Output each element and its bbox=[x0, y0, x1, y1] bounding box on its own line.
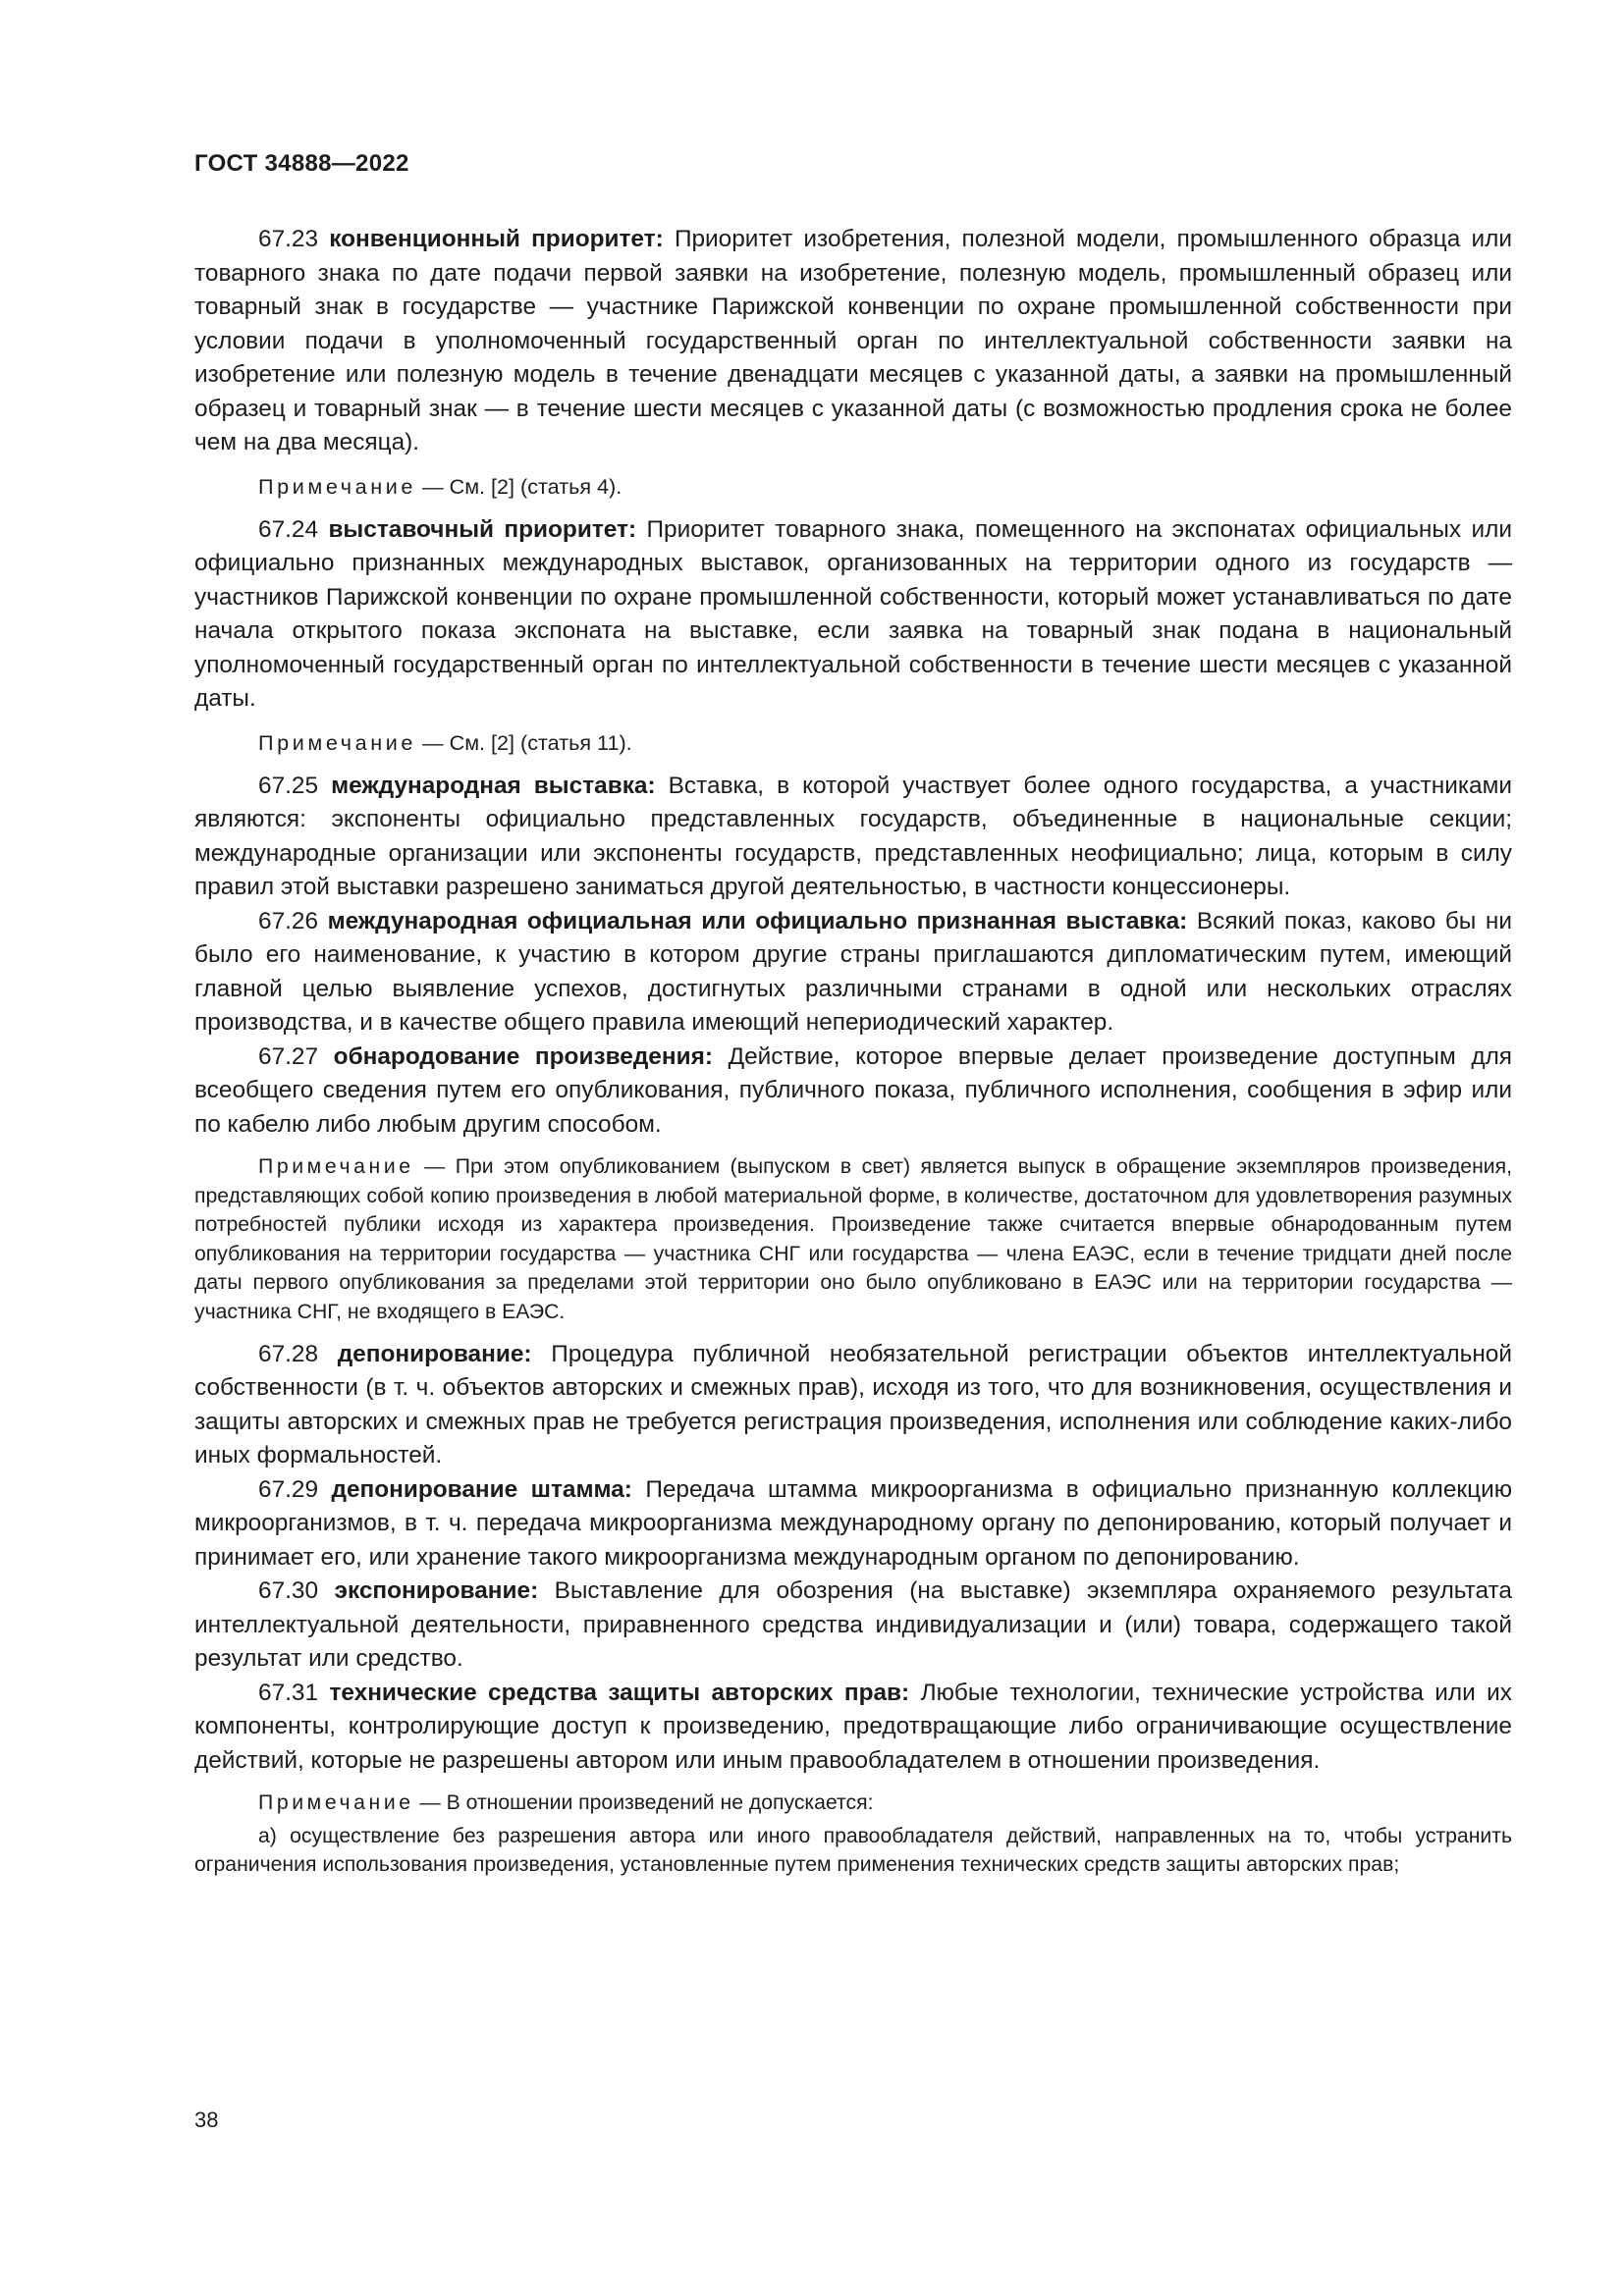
document-header: ГОСТ 34888—2022 bbox=[194, 150, 409, 177]
note-text: — См. [2] (статья 4). bbox=[422, 473, 623, 499]
term-entry-67-24 bbox=[194, 513, 1512, 717]
note-list-item: а) осуществление без разрешения автора или иного правообладателя действий, направленных на то, чтобы устранить ограничения использования произведения, установленные путем применения технических средств защиты авторских прав; bbox=[194, 1824, 1512, 1877]
term-entry-67-28 bbox=[194, 1338, 1512, 1473]
term-entry-67-30 bbox=[194, 1575, 1512, 1677]
term-entry-67-23 bbox=[194, 223, 1512, 460]
note-text: — При этом опубликованием (выпуском в свет) является выпуск в обращение экземпляров произведения, представляющих собой копию произведения в любой материальной форме, в количестве, достаточном для удовлетворения разумных потребностей публики исходя из характера произведения. Произведение также считается впервые обнародованным путем опубликования на территории государства — участника СНГ или государства — члена ЕАЭС, если в течение тридцати дней после даты первого опубликования за пределами этой территории оно было опубликовано в ЕАЭС или на территории государства — участника СНГ, не входящего в ЕАЭС. bbox=[194, 1155, 1512, 1323]
entry-number: 67.28 bbox=[258, 1340, 319, 1367]
note-text: — См. [2] (статья 11). bbox=[422, 729, 632, 755]
entry-number: 67.29 bbox=[258, 1475, 319, 1503]
entry-definition: Любые технологии, технические устройства или их компоненты, контролирующие доступ к произведению, предотвращающие либо ограничивающие осуществление действий, которые не разрешены автором или иным правообладателем в отношении произведения. bbox=[194, 1679, 1512, 1774]
entry-term: депонирование: bbox=[337, 1340, 532, 1367]
entry-definition: Всякий показ, каково бы ни было его наименование, к участию в котором другие страны приглашаются дипломатическим путем, имеющий главной целью выявление успехов, достигнутых различными странами в одной или нескольких отраслях производства, и в качестве общего правила имеющий непериодический характер. bbox=[194, 907, 1512, 1036]
entry-term: выставочный приоритет: bbox=[328, 515, 637, 543]
entry-term: конвенционный приоритет: bbox=[329, 226, 664, 252]
entry-number: 67.26 bbox=[258, 907, 319, 934]
note-67-31-item-a bbox=[194, 1822, 1512, 1880]
entry-number: 67.27 bbox=[258, 1042, 319, 1070]
entry-number: 67.24 bbox=[258, 515, 319, 543]
term-entry-67-27 bbox=[194, 1041, 1512, 1143]
entry-definition: Процедура публичной необязательной регистрации объектов интеллектуальной собственности (в т. ч. объектов авторских и смежных прав), исходя из того, что для возникновения, осуществления и защиты авторских и смежных прав не требуется регистрация произведения, исполнения или соблюдение каких-либо иных формальностей. bbox=[194, 1340, 1513, 1469]
note-label: Примечание bbox=[258, 473, 416, 499]
entry-term: обнародование произведения: bbox=[333, 1042, 713, 1070]
entry-definition: Действие, которое впервые делает произведение доступным для всеобщего сведения путем его опубликования, публичного показа, публичного исполнения, сообщения в эфир или по кабелю либо любым другим способом. bbox=[194, 1042, 1513, 1138]
entry-definition: Вставка, в которой участвует более одного государства, а участниками являются: экспоненты официально представленных государств, объединенные в национальные секции; международные организации или экспоненты государств, представленных неофициально; лица, которым в силу правил этой выставки разрешено заниматься другой деятельностью, в частности концессионеры. bbox=[194, 772, 1512, 900]
note-text: — В отношении произведений не допускается: bbox=[419, 1791, 874, 1815]
term-entry-67-31 bbox=[194, 1677, 1512, 1779]
entry-number: 67.25 bbox=[258, 772, 319, 799]
note-67-23 bbox=[194, 471, 1512, 503]
entry-term: международная выставка: bbox=[331, 772, 656, 799]
entry-term: технические средства защиты авторских прав: bbox=[329, 1679, 910, 1706]
note-67-24 bbox=[194, 727, 1512, 759]
note-label: Примечание bbox=[258, 729, 416, 755]
document-body bbox=[194, 223, 1512, 1880]
entry-number: 67.31 bbox=[258, 1679, 319, 1706]
entry-term: экспонирование: bbox=[334, 1577, 539, 1605]
note-label: Примечание bbox=[258, 1155, 414, 1178]
note-67-31 bbox=[194, 1789, 1512, 1818]
note-67-27 bbox=[194, 1152, 1512, 1327]
entry-definition: Передача штамма микроорганизма в официально признанную коллекцию микроорганизмов, в т. ч. передача микроорганизма международному органу по депонированию, который получает и принимает его, или хранение такого микроорганизма международным органом по депонированию. bbox=[194, 1475, 1512, 1571]
term-entry-67-26 bbox=[194, 905, 1512, 1041]
entry-definition: Выставление для обозрения (на выставке) экземпляра охраняемого результата интеллектуальной деятельности, приравненного средства индивидуализации и (или) товара, содержащего такой результат или средство. bbox=[194, 1577, 1512, 1673]
term-entry-67-25 bbox=[194, 770, 1512, 905]
page-number: 38 bbox=[194, 2108, 219, 2132]
term-entry-67-29 bbox=[194, 1473, 1512, 1575]
entry-number: 67.30 bbox=[258, 1577, 319, 1605]
entry-definition: Приоритет изобретения, полезной модели, промышленного образца или товарного знака по дате подачи первой заявки на изобретение, полезную модель, промышленный образец или товарный знак в государстве — участнике Парижской конвенции по охране промышленной собственности при условии подачи в уполномоченный государственный орган по интеллектуальной собственности заявки на изобретение или полезную модель в течение двенадцати месяцев с указанной даты, а заявки на промышленный образец и товарный знак — в течение шести месяцев с указанной даты (с возможностью продления срока не более чем на два месяца). bbox=[194, 226, 1513, 455]
entry-term: депонирование штамма: bbox=[331, 1475, 632, 1503]
entry-definition: Приоритет товарного знака, помещенного на экспонатах официальных или официально признанных международных выставок, организованных на территории одного из государств — участников Парижской конвенции по охране промышленной собственности, который может устанавливаться по дате начала открытого показа экспоната на выставке, если заявка на товарный знак подана в национальный уполномоченный государственный орган по интеллектуальной собственности в течение шести месяцев с указанной даты. bbox=[194, 515, 1512, 712]
note-label: Примечание bbox=[258, 1791, 414, 1815]
entry-number: 67.23 bbox=[258, 226, 319, 252]
entry-term: международная официальная или официально признанная выставка: bbox=[327, 907, 1188, 934]
